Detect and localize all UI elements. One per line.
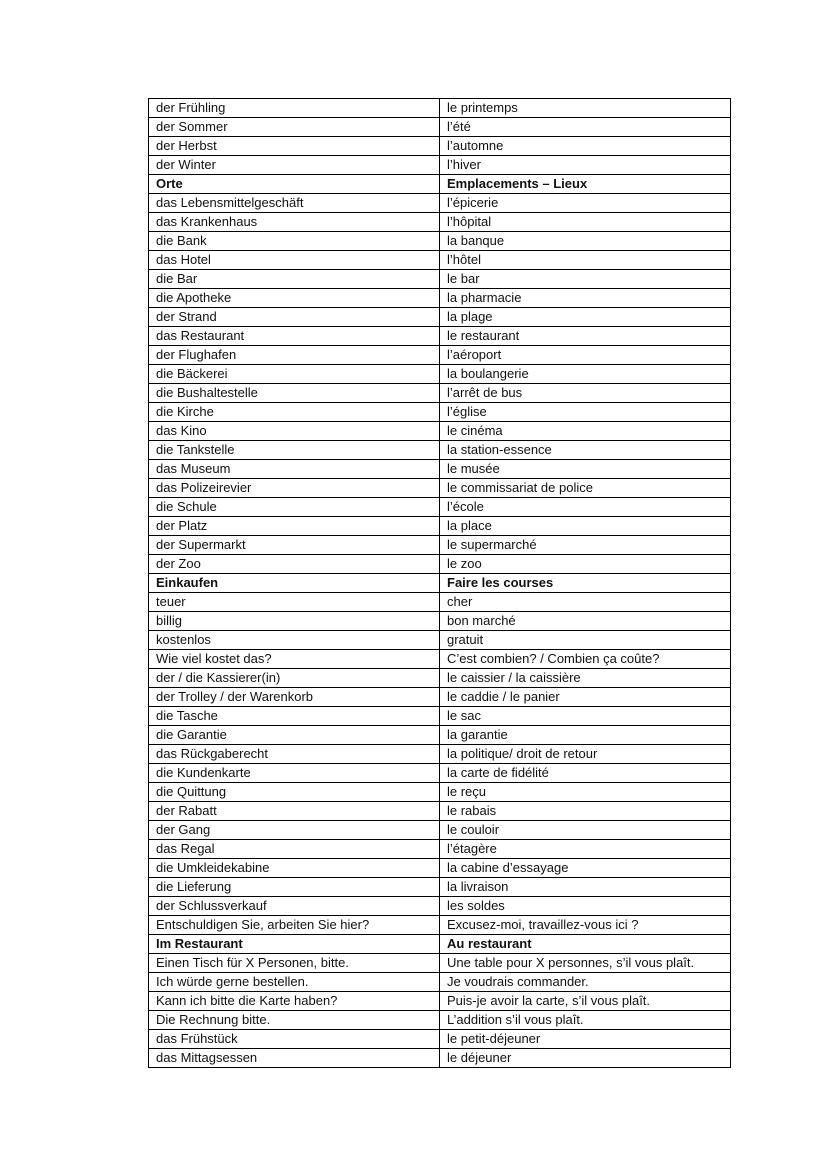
table-row [149, 726, 731, 745]
french-term: les soldes [440, 897, 731, 916]
french-term: le sac [440, 707, 731, 726]
table-row [149, 308, 731, 327]
german-term: das Krankenhaus [149, 213, 440, 232]
table-row [149, 536, 731, 555]
french-term: cher [440, 593, 731, 612]
french-term: la politique/ droit de retour [440, 745, 731, 764]
french-term: Excusez-moi, travaillez-vous ici ? [440, 916, 731, 935]
vocabulary-table [148, 98, 731, 1068]
french-term: le couloir [440, 821, 731, 840]
table-row [149, 650, 731, 669]
french-term: le printemps [440, 99, 731, 118]
german-term: das Hotel [149, 251, 440, 270]
french-term: le reçu [440, 783, 731, 802]
table-row [149, 669, 731, 688]
french-term: le déjeuner [440, 1049, 731, 1068]
table-row [149, 878, 731, 897]
german-term: das Lebensmittelgeschäft [149, 194, 440, 213]
german-term: die Bäckerei [149, 365, 440, 384]
table-row [149, 365, 731, 384]
table-row [149, 1030, 731, 1049]
french-term: la garantie [440, 726, 731, 745]
table-row [149, 327, 731, 346]
table-row [149, 916, 731, 935]
french-term: l’épicerie [440, 194, 731, 213]
table-row [149, 137, 731, 156]
french-term: l’église [440, 403, 731, 422]
german-term: das Kino [149, 422, 440, 441]
table-row [149, 270, 731, 289]
german-term: der Trolley / der Warenkorb [149, 688, 440, 707]
french-term: l’été [440, 118, 731, 137]
table-row [149, 973, 731, 992]
french-term: la plage [440, 308, 731, 327]
table-row [149, 422, 731, 441]
french-term: l’étagère [440, 840, 731, 859]
french-term: gratuit [440, 631, 731, 650]
german-term: Einen Tisch für X Personen, bitte. [149, 954, 440, 973]
german-term: der Rabatt [149, 802, 440, 821]
german-term: die Umkleidekabine [149, 859, 440, 878]
table-row [149, 156, 731, 175]
german-term: das Mittagsessen [149, 1049, 440, 1068]
table-row [149, 251, 731, 270]
table-row [149, 460, 731, 479]
table-row [149, 840, 731, 859]
french-term: la banque [440, 232, 731, 251]
section-title-german: Einkaufen [149, 574, 440, 593]
french-term: la livraison [440, 878, 731, 897]
german-term: der Frühling [149, 99, 440, 118]
table-row [149, 194, 731, 213]
table-row [149, 859, 731, 878]
french-term: le zoo [440, 555, 731, 574]
german-term: der Flughafen [149, 346, 440, 365]
table-row [149, 232, 731, 251]
german-term: billig [149, 612, 440, 631]
german-term: der / die Kassierer(in) [149, 669, 440, 688]
german-term: die Apotheke [149, 289, 440, 308]
german-term: Die Rechnung bitte. [149, 1011, 440, 1030]
german-term: kostenlos [149, 631, 440, 650]
french-term: Je voudrais commander. [440, 973, 731, 992]
french-term: le restaurant [440, 327, 731, 346]
french-term: le caddie / le panier [440, 688, 731, 707]
table-row [149, 441, 731, 460]
german-term: das Restaurant [149, 327, 440, 346]
german-term: die Bar [149, 270, 440, 289]
table-row [149, 1049, 731, 1068]
german-term: die Kundenkarte [149, 764, 440, 783]
section-title-french: Au restaurant [440, 935, 731, 954]
german-term: Wie viel kostet das? [149, 650, 440, 669]
german-term: der Winter [149, 156, 440, 175]
table-row [149, 783, 731, 802]
section-title-french: Emplacements – Lieux [440, 175, 731, 194]
german-term: die Lieferung [149, 878, 440, 897]
french-term: l’hiver [440, 156, 731, 175]
german-term: Ich würde gerne bestellen. [149, 973, 440, 992]
table-row [149, 118, 731, 137]
german-term: die Schule [149, 498, 440, 517]
german-term: die Bank [149, 232, 440, 251]
french-term: le commissariat de police [440, 479, 731, 498]
french-term: l’école [440, 498, 731, 517]
french-term: la station-essence [440, 441, 731, 460]
section-header-row [149, 175, 731, 194]
french-term: le petit-déjeuner [440, 1030, 731, 1049]
table-row [149, 802, 731, 821]
german-term: Kann ich bitte die Karte haben? [149, 992, 440, 1011]
table-row [149, 954, 731, 973]
table-row [149, 289, 731, 308]
table-row [149, 593, 731, 612]
german-term: der Sommer [149, 118, 440, 137]
french-term: Une table pour X personnes, s’il vous plaît. [440, 954, 731, 973]
french-term: C’est combien? / Combien ça coûte? [440, 650, 731, 669]
german-term: das Regal [149, 840, 440, 859]
german-term: die Quittung [149, 783, 440, 802]
german-term: das Museum [149, 460, 440, 479]
table-row [149, 631, 731, 650]
german-term: der Platz [149, 517, 440, 536]
french-term: le cinéma [440, 422, 731, 441]
table-row [149, 498, 731, 517]
table-row [149, 99, 731, 118]
french-term: la boulangerie [440, 365, 731, 384]
table-row [149, 745, 731, 764]
french-term: la place [440, 517, 731, 536]
table-row [149, 346, 731, 365]
section-header-row [149, 574, 731, 593]
table-row [149, 897, 731, 916]
german-term: die Tankstelle [149, 441, 440, 460]
german-term: der Herbst [149, 137, 440, 156]
table-row [149, 688, 731, 707]
section-title-german: Orte [149, 175, 440, 194]
section-header-row [149, 935, 731, 954]
german-term: das Rückgaberecht [149, 745, 440, 764]
french-term: bon marché [440, 612, 731, 631]
german-term: der Schlussverkauf [149, 897, 440, 916]
table-row [149, 992, 731, 1011]
german-term: der Gang [149, 821, 440, 840]
german-term: der Supermarkt [149, 536, 440, 555]
section-title-french: Faire les courses [440, 574, 731, 593]
french-term: l’automne [440, 137, 731, 156]
french-term: le musée [440, 460, 731, 479]
german-term: das Polizeirevier [149, 479, 440, 498]
french-term: le rabais [440, 802, 731, 821]
table-row [149, 555, 731, 574]
french-term: l’arrêt de bus [440, 384, 731, 403]
german-term: das Frühstück [149, 1030, 440, 1049]
table-row [149, 479, 731, 498]
french-term: Puis-je avoir la carte, s’il vous plaît. [440, 992, 731, 1011]
table-row [149, 384, 731, 403]
german-term: die Kirche [149, 403, 440, 422]
french-term: la carte de fidélité [440, 764, 731, 783]
table-row [149, 517, 731, 536]
french-term: le bar [440, 270, 731, 289]
vocabulary-table-body [149, 99, 731, 1068]
table-row [149, 403, 731, 422]
french-term: la pharmacie [440, 289, 731, 308]
table-row [149, 764, 731, 783]
table-row [149, 612, 731, 631]
german-term: teuer [149, 593, 440, 612]
german-term: die Bushaltestelle [149, 384, 440, 403]
french-term: la cabine d’essayage [440, 859, 731, 878]
table-row [149, 821, 731, 840]
german-term: die Tasche [149, 707, 440, 726]
french-term: l’hôpital [440, 213, 731, 232]
table-row [149, 1011, 731, 1030]
french-term: L’addition s’il vous plaît. [440, 1011, 731, 1030]
table-row [149, 707, 731, 726]
french-term: l’hôtel [440, 251, 731, 270]
german-term: der Strand [149, 308, 440, 327]
german-term: der Zoo [149, 555, 440, 574]
table-row [149, 213, 731, 232]
french-term: le caissier / la caissière [440, 669, 731, 688]
german-term: die Garantie [149, 726, 440, 745]
french-term: l’aéroport [440, 346, 731, 365]
german-term: Entschuldigen Sie, arbeiten Sie hier? [149, 916, 440, 935]
section-title-german: Im Restaurant [149, 935, 440, 954]
french-term: le supermarché [440, 536, 731, 555]
